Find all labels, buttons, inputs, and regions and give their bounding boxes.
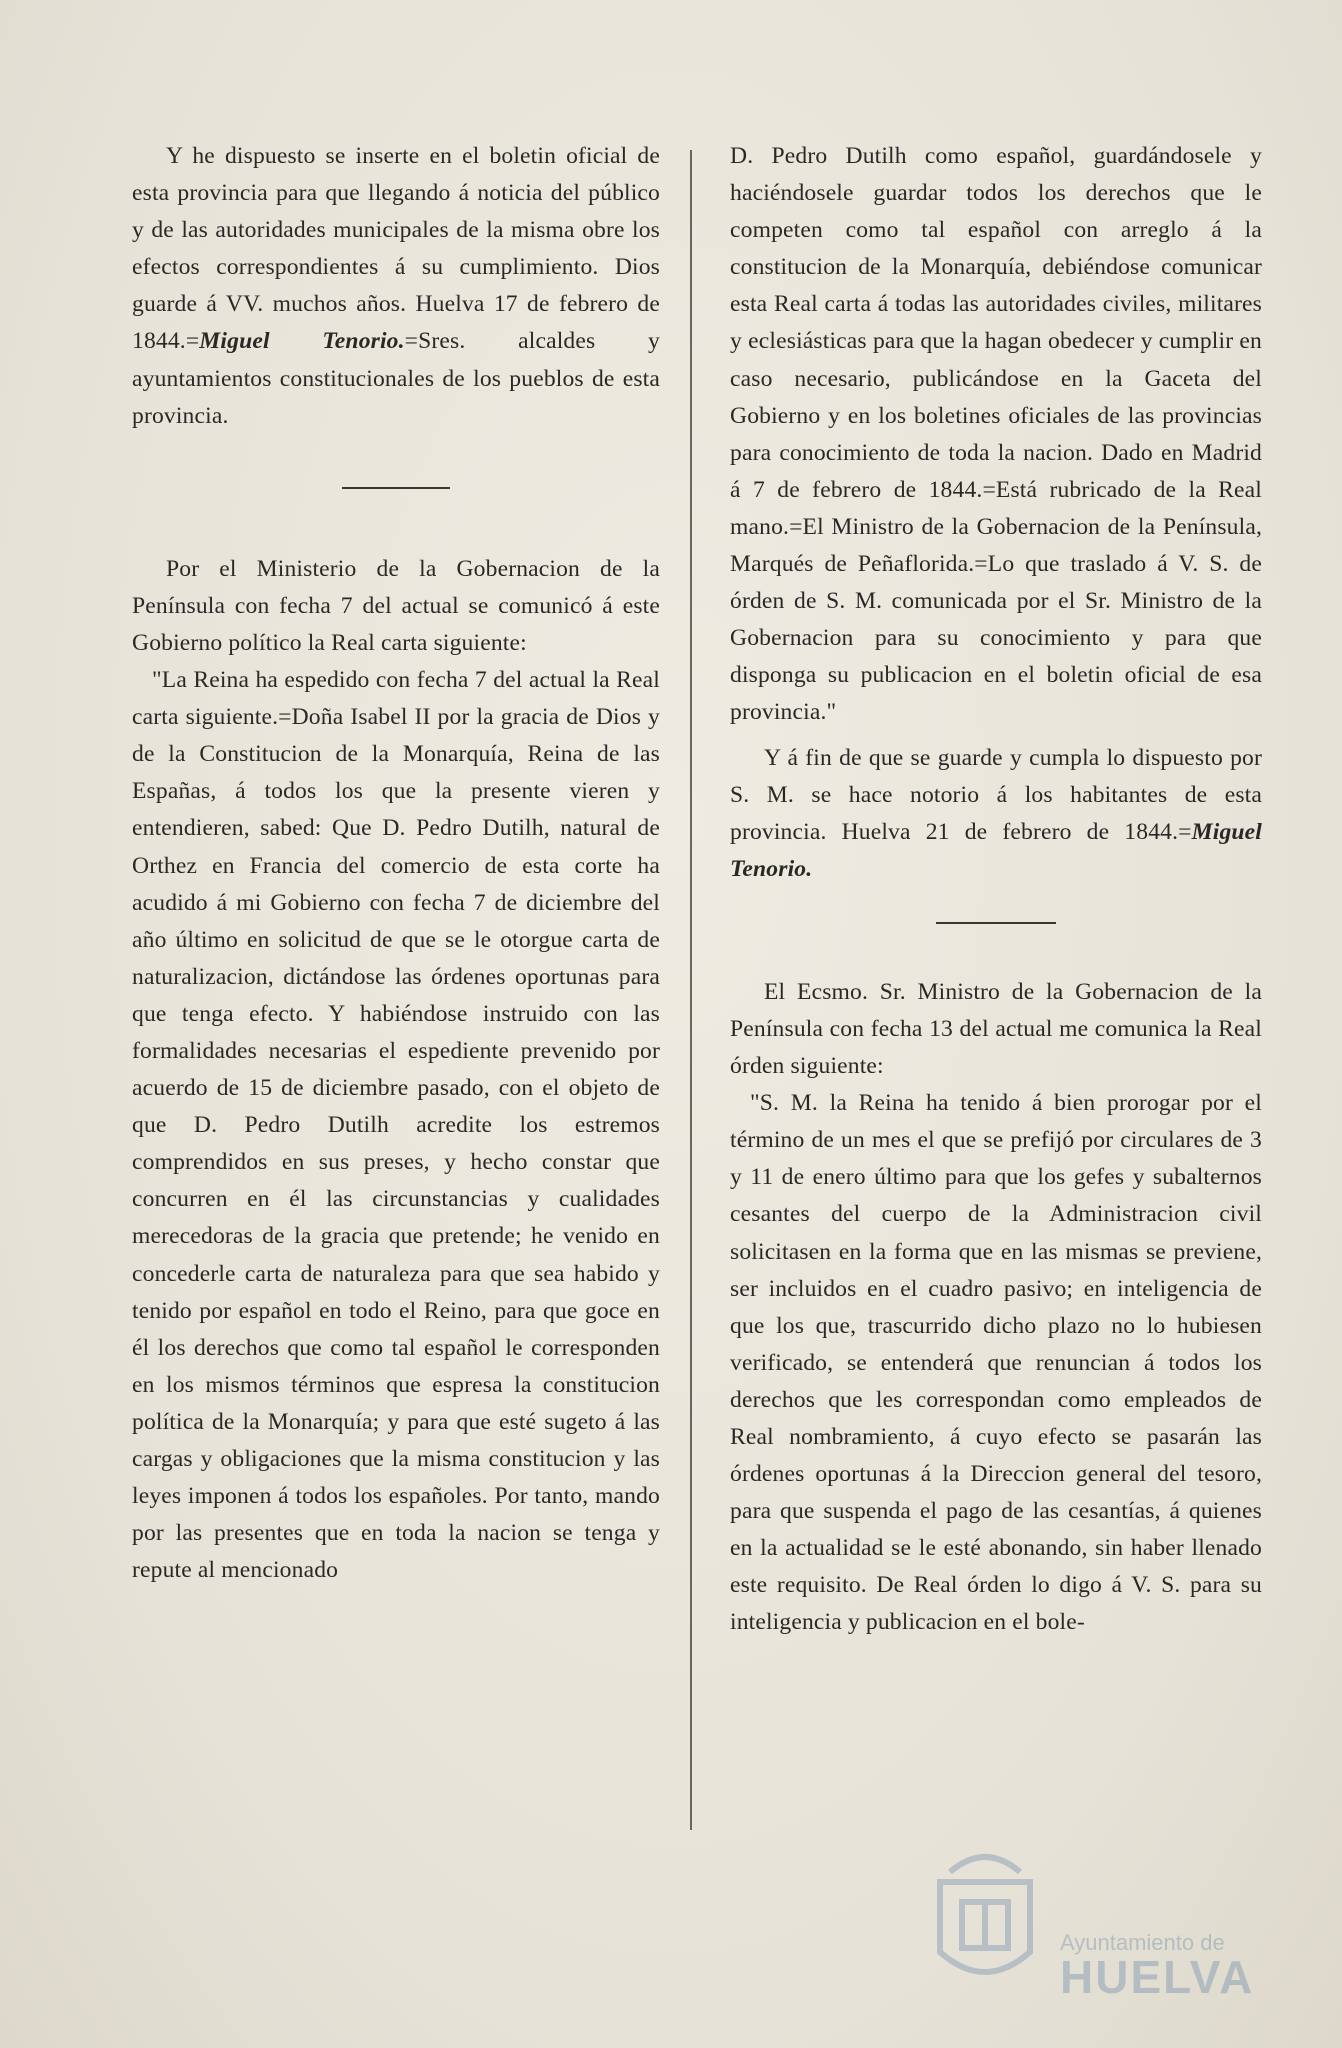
royal-order-paragraph: "S. M. la Reina ha tenido á bien prorogar por el término de un mes el que se prefijó por circulares de 3 y 11 de enero último para que los gefes y subalternos cesantes del cuerpo de la Administracion civil solicitasen en la forma que en las mismas se previene, ser incluidos en el cuadro pasivo; en inteligencia de que los que, trascurrido dicho plazo no lo hubiesen verificado, se entenderá que renuncian á todos los derechos que les correspondan como empleados de Real nombramiento, á cuyo efecto se pasarán las órdenes oportunas á la Direccion general del tesoro, para que suspenda el pago de las cesantías, á quienes en la actualidad se le esté abonando, sin haber llenado este requisito. De Real órden lo digo á V. S. para su inteligencia y publicacion en el bole- (730, 1090, 1262, 1636)
ministry-intro-paragraph: Por el Ministerio de la Gobernacion de la Península con fecha 7 del actual se comunicó á este Gobierno político la Real carta siguiente: (132, 555, 660, 656)
section-divider-right (936, 922, 1056, 924)
watermark-text-line2: HUELVA (1060, 1951, 1255, 2003)
ministry-order-intro: El Ecsmo. Sr. Ministro de la Gobernacion de la Península con fecha 13 del actual me comunica la Real órden siguiente: (730, 978, 1262, 1080)
royal-letter-continuation: D. Pedro Dutilh como español, guardándosele y haciéndosele guardar todos los derechos que le competen como tal español con arreglo á la constitucion de la Monarquía, debiéndose comunicar esta Real carta á todas las autoridades civiles, militares y eclesiásticas para que la hagan obedecer y cumplir en caso necesario, publicándose en la Gaceta del Gobierno y en los boletines oficiales de las provincias para conocimiento de toda la nacion. Dado en Madrid á 7 de febrero de 1844.=Está rubricado de la Real mano.=El Ministro de la Gobernacion de la Península, Marqués de Peñaflorida.=Lo que traslado á V. S. de órden de S. M. comunicada por el Sr. Ministro de la Gobernacion para su conocimiento y para que disponga su publicacion en el boletin oficial de esa provincia." (730, 143, 1262, 726)
column-separator (690, 150, 692, 1830)
addressee-text: =Sres. alcaldes y ayuntamientos constitucionales de los pueblos de esta provincia. (132, 328, 660, 429)
signature-2: Miguel Tenorio. (730, 818, 1262, 882)
watermark-text-line1: Ayuntamiento de (1060, 1930, 1225, 1955)
signature-1: Miguel Tenorio. (199, 328, 405, 355)
royal-letter-paragraph: "La Reina ha espedido con fecha 7 del actual la Real carta siguiente.=Doña Isabel II por la gracia de Dios y de la Constitucion de la Monarquía, Reina de las Españas, á todos los que la presente vieren y entendieren, sabed: Que D. Pedro Dutilh, natural de Orthez en Francia del comercio de esta corte ha acudido á mi Gobierno con fecha 7 de diciembre del año último en solicitud de que se le otorgue carta de naturalizacion, dictándose las órdenes oportunas para que tenga efecto. Y habiéndose instruido con las formalidades necesarias el espediente prevenido por acuerdo de 15 de diciembre pasado, con el objeto de que D. Pedro Dutilh acredite los estremos comprendidos en sus preses, y hecho constar que concurren en él las circunstancias y cualidades merecedoras de la gracia que pretende; he venido en concederle carta de naturaleza para que sea habido y tenido por español en todo el Reino, para que goce en él los derechos que como tal español le corresponden en los mismos términos que espresa la constitucion política de la Monarquía; y para que esté sugeto á las cargas y obligaciones que la misma constitucion y las leyes imponen á todos los españoles. Por tanto, mando por las presentes que en toda la nacion se tenga y repute al mencionado (132, 667, 660, 1584)
left-column (132, 138, 660, 1589)
closing-paragraph-1 (132, 138, 660, 435)
closing-paragraph-2 (730, 740, 1262, 888)
huelva-crest-icon (920, 1842, 1050, 2002)
closing-text-2: Y á fin de que se guarde y cumpla lo dispuesto por S. M. se hace notorio á los habitantes de esta provincia. Huelva 21 de febrero de 1844.= (730, 744, 1262, 845)
closing-text-1: Y he dispuesto se inserte en el boletin oficial de esta provincia para que llegando á noticia del público y de las autoridades municipales de la misma obre los efectos correspondientes á su cumplimiento. Dios guarde á VV. muchos años. Huelva 17 de febrero de 1844.= (132, 143, 660, 355)
section-divider-left (342, 487, 450, 489)
right-column (730, 138, 1262, 1642)
ayuntamiento-watermark (920, 1842, 1280, 2002)
